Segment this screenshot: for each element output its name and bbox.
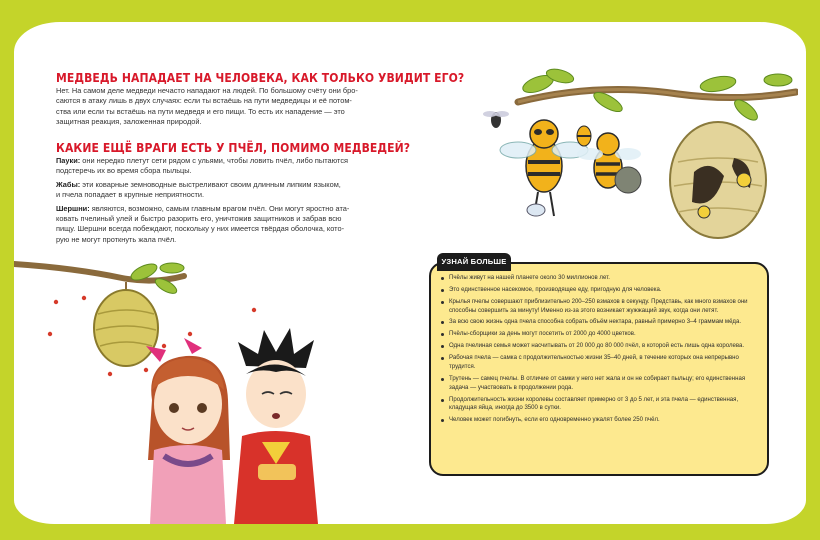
- toads-line: [56, 180, 386, 190]
- hornets-hive-illustration: [478, 62, 798, 248]
- hornets-line: [56, 204, 386, 214]
- enemies-question-heading: КАКИЕ ЕЩЁ ВРАГИ ЕСТЬ У ПЧЁЛ, ПОМИМО МЕДВЕДЕЙ?: [56, 140, 411, 155]
- text-line: ства или если ты встаёшь на пути медведя и его пищи. То есть их нападение — это: [56, 106, 345, 116]
- hornets-label: Шершни:: [56, 203, 90, 213]
- spiders-label: Пауки:: [56, 156, 81, 165]
- bear-answer-text: [56, 86, 386, 128]
- kids-hive-illustration: [14, 250, 344, 524]
- fact-item: Трутень — самец пчелы. В отличие от самки у него нет жала и он не собирает пыльцу; его единственная задача — участвовать в продолжении рода.: [440, 375, 754, 393]
- info-box-title: УЗНАЙ БОЛЬШЕ: [441, 257, 507, 266]
- fact-item: За всю свою жизнь одна пчела способна собрать объём нектара, равный примерно 3–4 граммам мёда.: [440, 318, 754, 327]
- text-line: ковать пчелиный улей и быстро разорить его, уничтожив защитников и забрав всю: [56, 214, 342, 224]
- fact-item: Крылья пчелы совершают приблизительно 200–250 взмахов в секунду. Представь, как много взмахов они способны совершить за минуту! Именно из-за этого возникает жужжащий звук, когда они летят.: [440, 298, 754, 316]
- fact-item: Рабочая пчела — самка с продолжительностью жизни 35–40 дней, в течение которых она непрерывно трудится.: [440, 354, 754, 372]
- bear-question-heading: МЕДВЕДЬ НАПАДАЕТ НА ЧЕЛОВЕКА, КАК ТОЛЬКО УВИДИТ ЕГО?: [56, 70, 465, 85]
- text-line: защитная реакция, заложенная природой.: [56, 117, 202, 127]
- fact-item: Человек может погибнуть, если его одновременно ужалят более 250 пчёл.: [440, 416, 754, 425]
- fact-item: Это единственное насекомое, производящее еду, пригодную для человека.: [440, 286, 754, 295]
- hornets-text: являются, возможно, самым главным врагом пчёл. Они могут яростно ата-: [89, 203, 350, 213]
- text-line: рую не могут проткнуть жала пчёл.: [56, 234, 177, 244]
- toads-text: эти коварные земноводные выстреливают своим длинным липким языком,: [80, 179, 341, 189]
- fact-item: Пчёлы живут на нашей планете около 30 миллионов лет.: [440, 274, 754, 283]
- text-line: и пчела попадает в крупные неприятности.: [56, 190, 205, 200]
- text-line: саются в атаку лишь в двух случаях: если ты встаёшь на пути медведицы и её потом-: [56, 96, 352, 106]
- text-line: подстеречь их во время сбора пыльцы.: [56, 166, 192, 176]
- spiders-text: они нередко плетут сети рядом с ульями, чтобы ловить пчёл, либо пытаются: [80, 156, 349, 165]
- fact-item: Одна пчелиная семья может насчитывать от 20 000 до 80 000 пчёл, в которой есть лишь одна королева.: [440, 342, 754, 351]
- enemies-answer-text: [56, 156, 386, 245]
- spiders-line: [56, 156, 386, 166]
- toads-label: Жабы:: [56, 179, 81, 189]
- text-line: Нет. На самом деле медведи нечасто нападают на людей. По большому счёту они бро-: [56, 86, 358, 95]
- fact-item: Пчёлы-сборщики за день могут посетить от 2000 до 4000 цветков.: [440, 330, 754, 339]
- facts-list: [440, 274, 754, 428]
- fact-item: Продолжительность жизни королевы составляет примерно от 3 до 5 лет, и эта пчела — единственная, кладущая яйца, иногда до 3500 в сутки.: [440, 396, 754, 414]
- text-line: пищу. Шершни всегда побеждают, поскольку у них имеется твёрдая оболочка, кото-: [56, 224, 345, 234]
- info-box-tab: [437, 253, 511, 271]
